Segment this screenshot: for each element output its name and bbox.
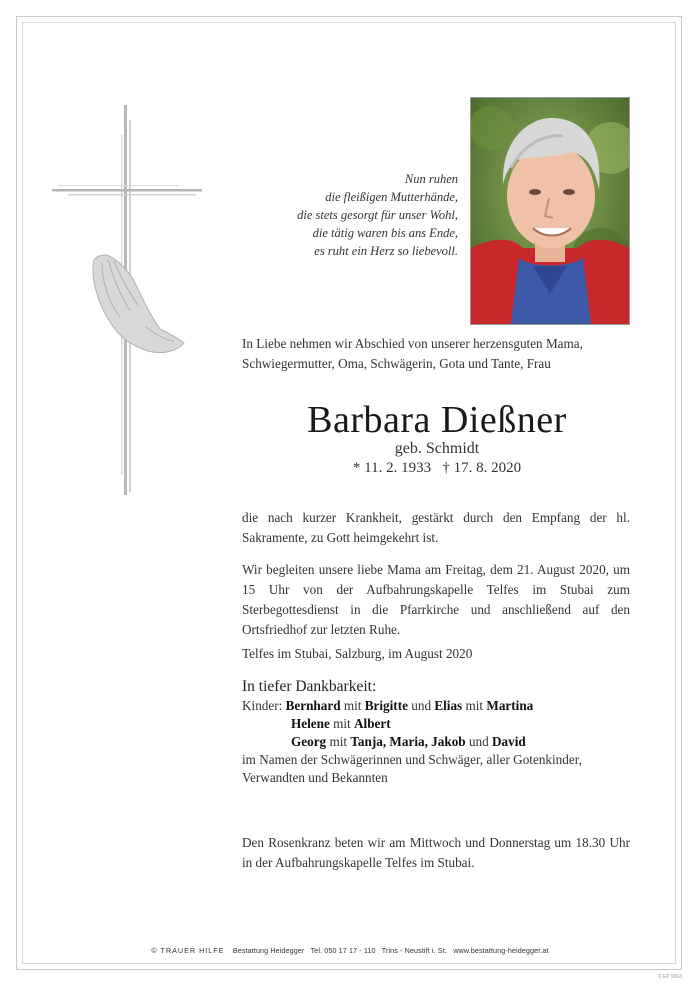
deceased-name: Barbara Dießner: [307, 399, 567, 441]
place-date: Telfes im Stubai, Salzburg, im August 2020: [242, 646, 473, 661]
passing-paragraph: die nach kurzer Krankheit, gestärkt durch den Empfang der hl. Sakramente, zu Gott heimgekehrt ist.: [242, 510, 630, 545]
family-member: David: [492, 734, 526, 749]
family-member: Bernhard: [285, 698, 341, 713]
family-member: Albert: [354, 716, 391, 731]
intro-text: In Liebe nehmen wir Abschied von unserer herzensguten Mama, Schwiegermutter, Oma, Schwägerin, Gota und Tante, Frau: [242, 336, 583, 371]
funeral-paragraph: Wir begleiten unsere liebe Mama am Freitag, dem 21. August 2020, um 15 Uhr von der Aufbahrungskapelle Telfes im Stubai zum Sterbegottesdienst in die Pfarrkirche und anschließend auf den Ortsfriedhof zur letzten Ruhe.: [242, 562, 630, 637]
poem-line: die tätig waren bis ans Ende,: [312, 226, 458, 240]
connector: mit: [465, 698, 484, 713]
rosary-notice: Den Rosenkranz beten wir am Mittwoch und Donnerstag um 18.30 Uhr in der Aufbahrungskapelle Telfes im Stubai.: [242, 835, 630, 870]
connector: mit: [343, 698, 362, 713]
family-member: Helene: [291, 716, 330, 731]
life-dates: * 11. 2. 1933 † 17. 8. 2020: [352, 460, 522, 476]
family-member: Elias: [434, 698, 463, 713]
family-list: [242, 697, 642, 787]
poem-line: die fleißigen Mutterhände,: [325, 190, 458, 204]
footer-web[interactable]: www.bestattung-heidegger.at: [453, 946, 549, 955]
family-member: Brigitte: [364, 698, 408, 713]
family-closing: im Namen der Schwägerinnen und Schwäger, aller Gotenkinder, Verwandten und Bekannten: [242, 752, 582, 785]
connector: und: [411, 698, 432, 713]
footer-company: Bestattung Heidegger: [232, 946, 305, 955]
poem-line: es ruht ein Herz so liebevoll.: [314, 244, 458, 258]
birth-name: geb. Schmidt: [394, 440, 480, 457]
cross-praying-hands-icon: [50, 105, 210, 500]
poem: [248, 170, 458, 260]
footer-brand: © TRAUER HILFE: [151, 946, 225, 955]
footer-address: Trins - Neustift i. St.: [381, 946, 447, 955]
footer-tel: Tel. 050 17 17 - 110: [310, 946, 376, 955]
connector: mit: [329, 734, 348, 749]
connector: mit: [333, 716, 351, 731]
family-member: Georg: [291, 734, 327, 749]
family-member: Tanja, Maria, Jakob: [350, 734, 466, 749]
family-line: [242, 715, 642, 733]
family-member: Martina: [486, 698, 534, 713]
poem-line: die stets gesorgt für unser Wohl,: [297, 208, 458, 222]
print-code: © EP 9063: [657, 974, 682, 980]
poem-line: Nun ruhen: [404, 172, 458, 186]
kinder-label: Kinder:: [242, 698, 283, 713]
connector: und: [468, 734, 489, 749]
thanks-heading: In tiefer Dankbarkeit:: [242, 678, 377, 695]
footer: [0, 946, 700, 955]
family-line: [242, 697, 642, 715]
portrait-photo: [470, 97, 630, 325]
family-line: [242, 733, 642, 751]
